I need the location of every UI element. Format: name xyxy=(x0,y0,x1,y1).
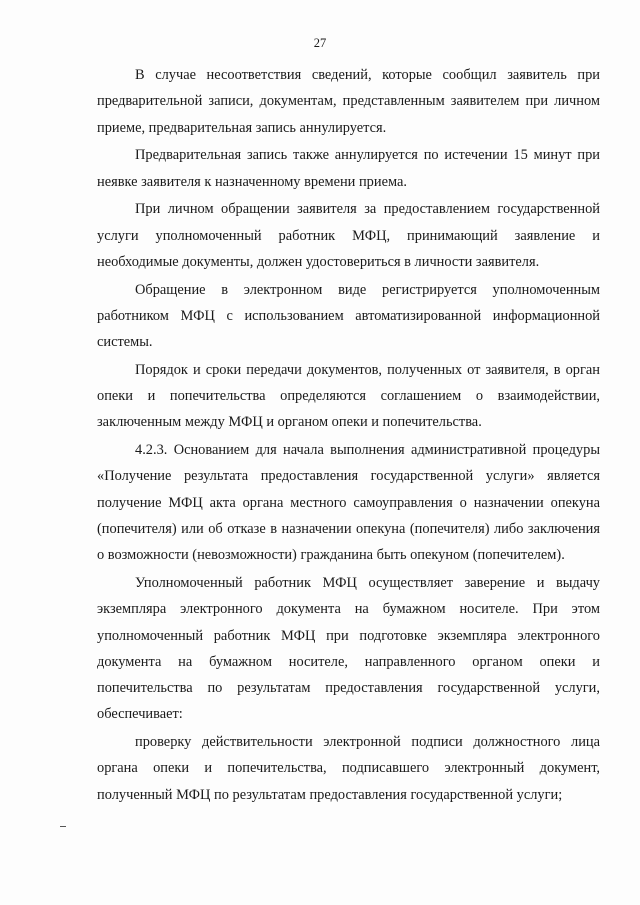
paragraph-section-4-2-3: 4.2.3. Основанием для начала выполнения административной процедуры «Получение результата предоставления государственной услуги» является получение МФЦ акта органа местного самоуправления о назначении опекуна (попечителя) или об отказе в назначении опекуна (попечителя) либо заключения о возможности (невозможности) гражданина быть опекуном (попечителем). xyxy=(97,442,600,564)
page-number: 27 xyxy=(313,36,327,50)
scan-artifact-mark xyxy=(60,826,66,827)
paragraph-signature-check: проверку действительности электронной подписи должностного лица органа опеки и попечительства, подписавшего электронный документ, полученный МФЦ по результатам предоставления государственной услуги; xyxy=(97,734,600,803)
body-text xyxy=(97,62,600,809)
paragraph-identity-check: При личном обращении заявителя за предоставлением государственной услуги уполномоченный работник МФЦ, принимающий заявление и необходимые документы, должен удостовериться в личности заявителя. xyxy=(97,201,600,270)
paragraph-annulment-mismatch: В случае несоответствия сведений, которые сообщил заявитель при предварительной записи, документам, представленным заявителем при личном приеме, предварительная запись аннулируется. xyxy=(97,67,600,136)
paragraph-annulment-late: Предварительная запись также аннулируется по истечении 15 минут при неявке заявителя к назначенному времени приема. xyxy=(97,147,600,190)
paragraph-electronic-registration: Обращение в электронном виде регистрируется уполномоченным работником МФЦ с использованием автоматизированной информационной системы. xyxy=(97,281,600,351)
paragraph-certification: Уполномоченный работник МФЦ осуществляет заверение и выдачу экземпляра электронного документа на бумажном носителе. При этом уполномоченный работник МФЦ при подготовке экземпляра электронного документа на бумажном носителе, направленного органом опеки и попечительства по результатам предоставления государственной услуги, обеспечивает: xyxy=(97,574,600,723)
paragraph-document-transfer: Порядок и сроки передачи документов, полученных от заявителя, в орган опеки и попечительства определяются соглашением о взаимодействии, заключенным между МФЦ и органом опеки и попечительства. xyxy=(97,361,600,431)
